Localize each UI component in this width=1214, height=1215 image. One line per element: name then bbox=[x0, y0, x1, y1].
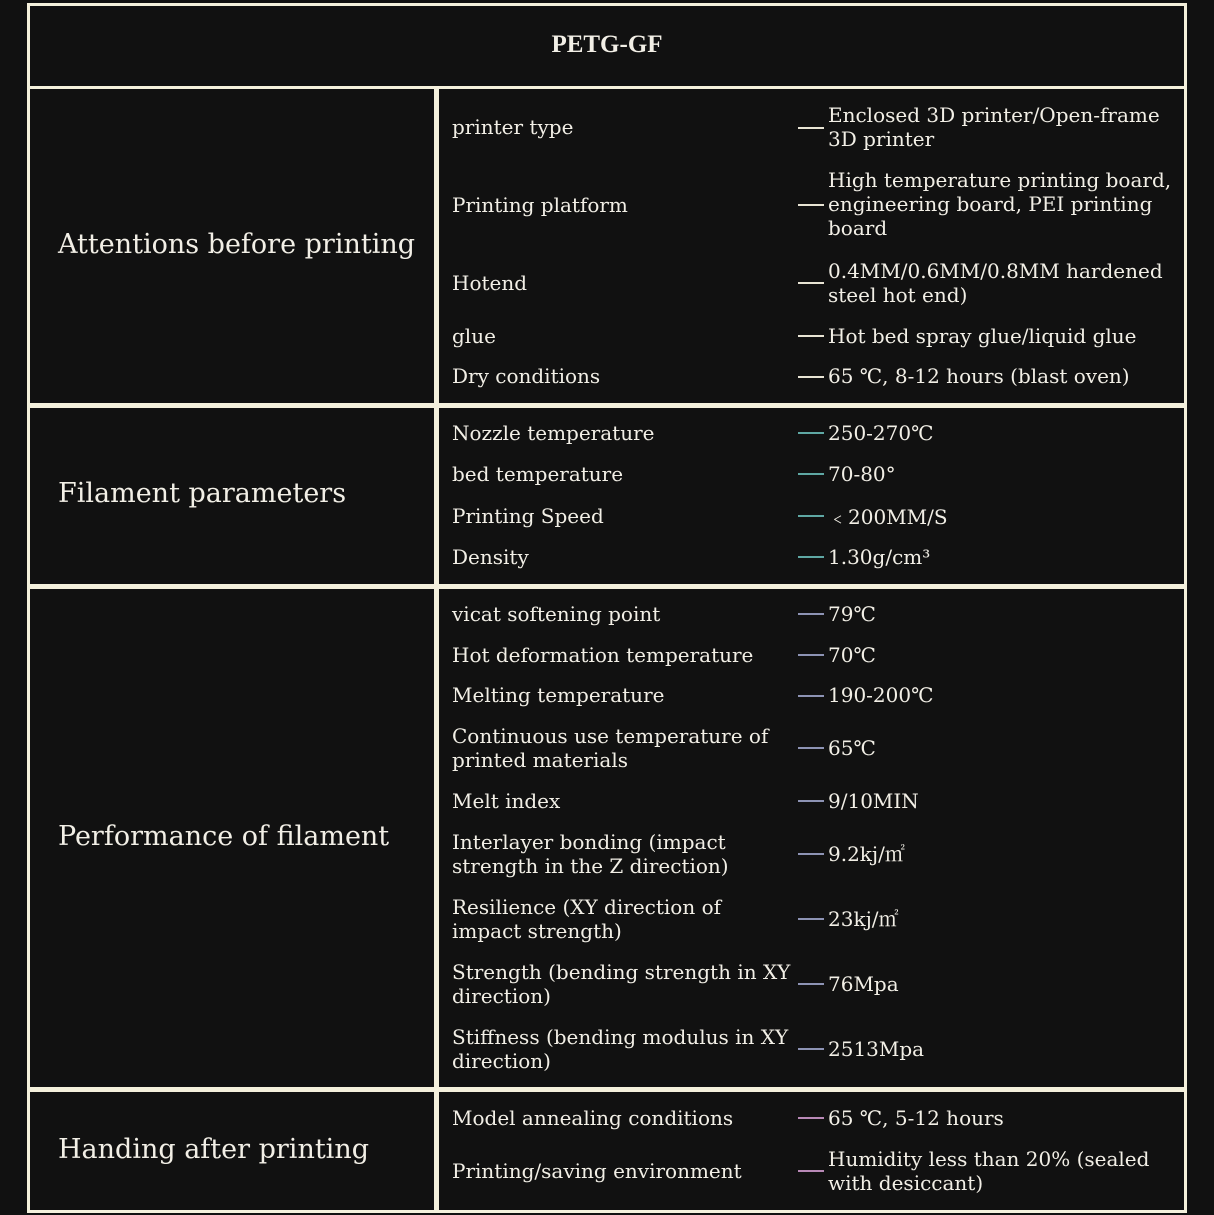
value-model-annealing: 65 ℃, 5-12 hours bbox=[828, 1106, 1004, 1130]
value-hotend: 0.4MM/0.6MM/0.8MM hardened steel hot end) bbox=[828, 259, 1163, 307]
dash-line bbox=[798, 376, 824, 378]
dash-line bbox=[798, 515, 824, 517]
param-nozzle-temperature: Nozzle temperature bbox=[452, 421, 655, 445]
value-dry-conditions: 65 ℃, 8-12 hours (blast oven) bbox=[828, 364, 1130, 388]
dash-line bbox=[798, 1048, 824, 1050]
param-continuous-use-temperature: Continuous use temperature of printed materials bbox=[452, 724, 769, 772]
dash-line bbox=[798, 613, 824, 615]
value-printing-platform: High temperature printing board, engineering board, PEI printing board bbox=[828, 168, 1172, 240]
value-continuous-use-temperature: 65℃ bbox=[828, 736, 876, 760]
param-melt-index: Melt index bbox=[452, 789, 561, 813]
param-strength: Strength (bending strength in XY direction) bbox=[452, 960, 791, 1008]
param-density: Density bbox=[452, 545, 529, 569]
dash-line bbox=[798, 800, 824, 802]
dash-line bbox=[798, 747, 824, 749]
param-hotend: Hotend bbox=[452, 271, 528, 295]
dash-line bbox=[798, 432, 824, 434]
value-melting-temperature: 190-200℃ bbox=[828, 683, 934, 707]
param-printer-type: printer type bbox=[452, 115, 574, 139]
section-label-handling: Handing after printing bbox=[58, 1134, 369, 1165]
param-glue: glue bbox=[452, 324, 496, 348]
dash-line bbox=[798, 695, 824, 697]
dash-line bbox=[798, 556, 824, 558]
page-title: PETG-GF bbox=[551, 31, 663, 58]
value-hot-deformation-temperature: 70℃ bbox=[828, 643, 876, 667]
value-density: 1.30g/cm³ bbox=[828, 545, 931, 569]
dash-line bbox=[798, 983, 824, 985]
param-stiffness: Stiffness (bending modulus in XY direction) bbox=[452, 1025, 789, 1073]
param-melting-temperature: Melting temperature bbox=[452, 683, 665, 707]
dash-line bbox=[798, 204, 824, 206]
param-bed-temperature: bed temperature bbox=[452, 462, 624, 486]
value-strength: 76Mpa bbox=[828, 972, 899, 996]
section-label-attentions: Attentions before printing bbox=[58, 229, 416, 260]
dash-line bbox=[798, 853, 824, 855]
param-printing-saving-environment: Printing/saving environment bbox=[452, 1159, 742, 1183]
section-label-performance: Performance of filament bbox=[58, 821, 390, 852]
dash-line bbox=[798, 1117, 824, 1119]
value-glue: Hot bed spray glue/liquid glue bbox=[828, 324, 1137, 348]
param-vicat-softening-point: vicat softening point bbox=[452, 602, 661, 626]
param-interlayer-bonding: Interlayer bonding (impact strength in the Z direction) bbox=[452, 830, 729, 878]
dash-line bbox=[798, 918, 824, 920]
param-model-annealing: Model annealing conditions bbox=[452, 1106, 734, 1130]
dash-line bbox=[798, 335, 824, 337]
value-printer-type: Enclosed 3D printer/Open-frame 3D printer bbox=[828, 103, 1160, 151]
value-melt-index: 9/10MIN bbox=[828, 789, 919, 813]
dash-line bbox=[798, 127, 824, 129]
param-printing-speed: Printing Speed bbox=[452, 504, 604, 528]
dash-line bbox=[798, 654, 824, 656]
value-printing-speed: ﹤200MM/S bbox=[828, 505, 948, 529]
param-hot-deformation-temperature: Hot deformation temperature bbox=[452, 643, 754, 667]
value-stiffness: 2513Mpa bbox=[828, 1037, 925, 1061]
value-bed-temperature: 70-80° bbox=[828, 462, 896, 486]
value-interlayer-bonding: 9.2kj/㎡ bbox=[828, 842, 905, 866]
param-resilience: Resilience (XY direction of impact strength) bbox=[452, 895, 722, 943]
value-resilience: 23kj/㎡ bbox=[828, 907, 899, 931]
param-printing-platform: Printing platform bbox=[452, 193, 628, 217]
section-label-parameters: Filament parameters bbox=[58, 478, 347, 509]
value-printing-saving-environment: Humidity less than 20% (sealed with desiccant) bbox=[828, 1147, 1150, 1195]
dash-line bbox=[798, 282, 824, 284]
value-vicat-softening-point: 79℃ bbox=[828, 602, 876, 626]
dash-line bbox=[798, 1170, 824, 1172]
value-nozzle-temperature: 250-270℃ bbox=[828, 421, 934, 445]
dash-line bbox=[798, 473, 824, 475]
param-dry-conditions: Dry conditions bbox=[452, 364, 601, 388]
